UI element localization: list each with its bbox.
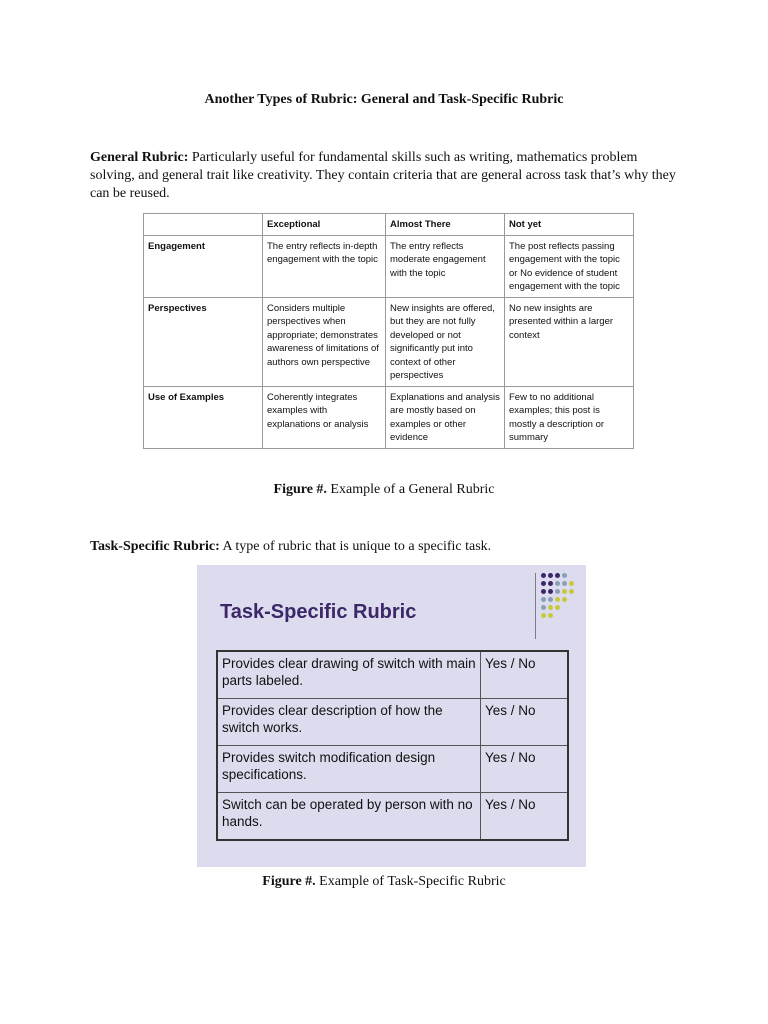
decorative-dot [569,581,574,586]
decorative-dot [562,589,567,594]
task-rubric-paragraph [90,538,680,556]
decorative-dot [548,581,553,586]
decorative-dot [548,605,553,610]
table-cell: The entry reflects moderate engagement with the topic [386,235,505,297]
figure-caption-text: Example of Task-Specific Rubric [319,874,506,889]
task-rubric-slide [197,565,586,867]
general-rubric-table [143,213,634,449]
figure-caption-lead: Figure #. [273,482,327,497]
table-row [217,746,568,793]
task-criterion: Provides clear description of how the switch works. [217,699,481,746]
task-criterion: Switch can be operated by person with no hands. [217,793,481,841]
decorative-dot [548,613,553,618]
decorative-dot [555,573,560,578]
table-row-criterion: Perspectives [144,297,263,386]
decorative-dot [541,573,546,578]
decorative-dot [541,597,546,602]
task-rubric-text: A type of rubric that is unique to a specific task. [222,539,492,554]
table-row [144,297,634,386]
table-row [217,793,568,841]
task-rubric-lead: Task-Specific Rubric: [90,539,220,554]
table-row [144,386,634,448]
decorative-dot [562,581,567,586]
figure-caption-task [0,874,768,890]
figure-caption-text: Example of a General Rubric [330,482,495,497]
table-cell: Considers multiple perspectives when appropriate; demonstrates awareness of limitations of authors own perspective [263,297,386,386]
general-rubric-paragraph [90,149,680,203]
task-criterion: Provides switch modification design specifications. [217,746,481,793]
task-answer: Yes / No [481,651,569,699]
decorative-dot [562,597,567,602]
table-cell: New insights are offered, but they are not fully developed or not significantly put into context of other perspectives [386,297,505,386]
task-criterion: Provides clear drawing of switch with main parts labeled. [217,651,481,699]
decorative-dot [562,573,567,578]
table-cell: Coherently integrates examples with explanations or analysis [263,386,386,448]
decorative-dot [548,589,553,594]
task-rubric-table [216,650,569,841]
general-rubric-text: Particularly useful for fundamental skills such as writing, mathematics problem solving, and general trait like creativity. They contain criteria that are general across task that’s why they can be reused. [90,150,676,201]
table-cell: Explanations and analysis are mostly based on examples or other evidence [386,386,505,448]
table-header-cell: Almost There [386,214,505,236]
decorative-dot [541,605,546,610]
table-row [144,235,634,297]
decorative-dot [541,613,546,618]
table-row [217,651,568,699]
table-header-cell [144,214,263,236]
table-row-criterion: Engagement [144,235,263,297]
general-rubric-lead: General Rubric: [90,150,189,165]
page-title: Another Types of Rubric: General and Task-Specific Rubric [204,92,564,107]
task-answer: Yes / No [481,746,569,793]
table-cell: The entry reflects in-depth engagement with the topic [263,235,386,297]
decorative-dots-icon [541,573,585,621]
decorative-dot [548,573,553,578]
decorative-dot [548,597,553,602]
table-row-criterion: Use of Examples [144,386,263,448]
decorative-dot [555,589,560,594]
decorative-dot [555,597,560,602]
decorative-dot [555,605,560,610]
decorative-dot [541,589,546,594]
decorative-dot [541,581,546,586]
table-row [217,699,568,746]
table-cell: No new insights are presented within a larger context [505,297,634,386]
figure-caption-general [0,482,768,498]
table-cell: Few to no additional examples; this post is mostly a description or summary [505,386,634,448]
task-answer: Yes / No [481,793,569,841]
decorative-dot [569,589,574,594]
task-answer: Yes / No [481,699,569,746]
decorative-dot [555,581,560,586]
table-header-cell: Not yet [505,214,634,236]
figure-caption-lead: Figure #. [262,874,316,889]
table-cell: The post reflects passing engagement with the topic or No evidence of student engagement with the topic [505,235,634,297]
slide-divider-line [535,573,536,639]
table-header-cell: Exceptional [263,214,386,236]
slide-title: Task-Specific Rubric [220,601,417,623]
table-header-row [144,214,634,236]
